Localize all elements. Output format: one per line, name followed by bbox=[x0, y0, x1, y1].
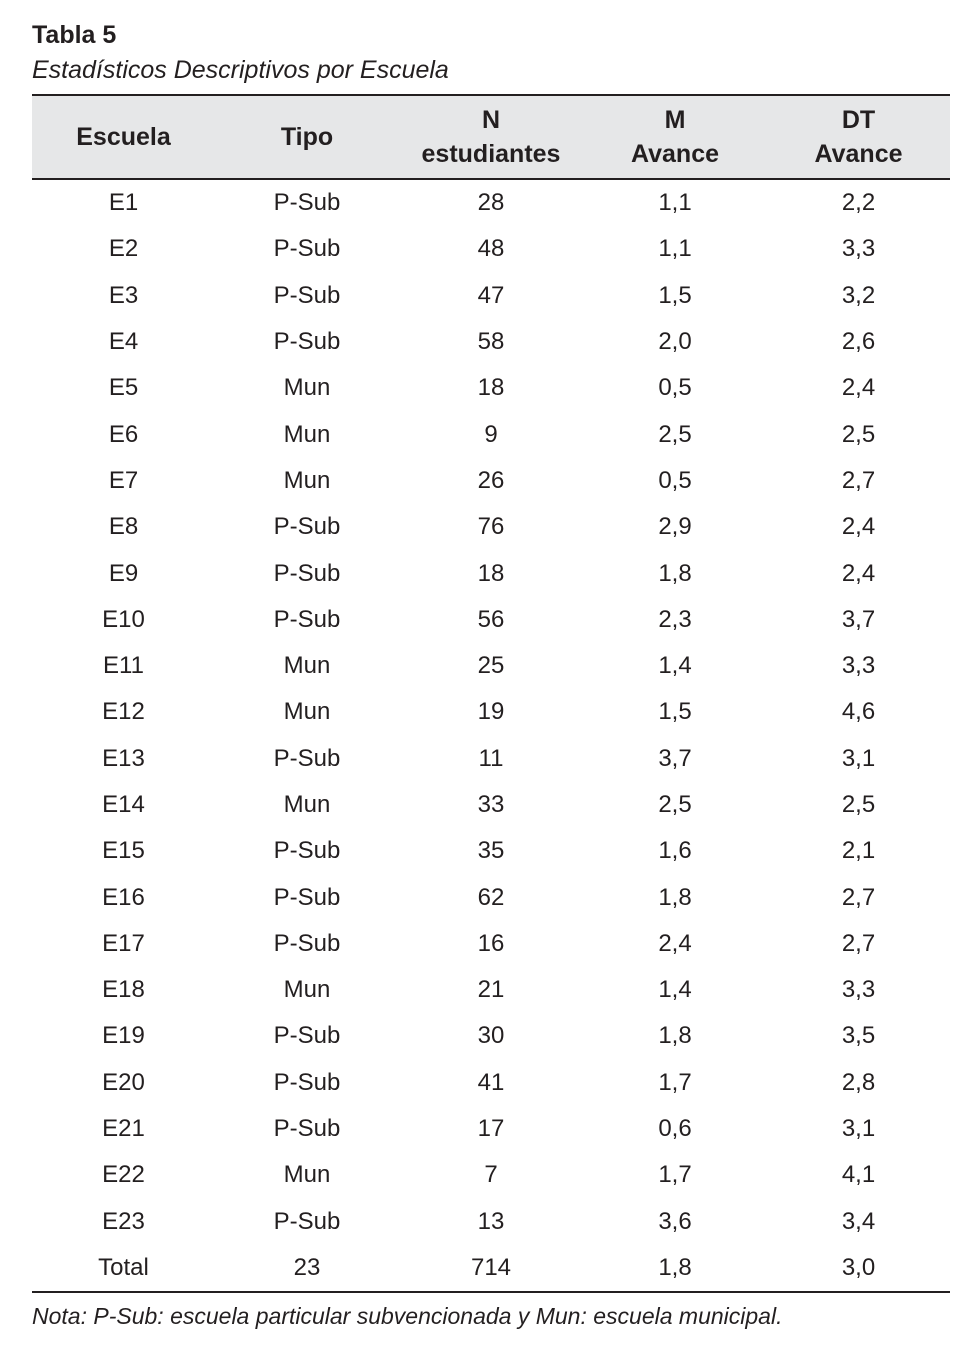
table-row bbox=[32, 273, 950, 319]
escuela-cell: E12 bbox=[102, 698, 145, 726]
tipo-cell: P-Sub bbox=[273, 513, 341, 541]
header-n-line2: estudiantes bbox=[421, 140, 561, 168]
header-dt-line2: Avance bbox=[814, 140, 903, 168]
m-avance-cell: 1,8 bbox=[658, 1253, 692, 1281]
tipo-cell: P-Sub bbox=[273, 1207, 341, 1235]
table-row bbox=[32, 1106, 950, 1152]
tipo-cell: Mun bbox=[283, 698, 331, 726]
tipo-cell: Mun bbox=[283, 420, 331, 448]
m-avance-cell: 2,3 bbox=[658, 605, 692, 633]
dt-avance-cell: 3,0 bbox=[841, 1253, 876, 1281]
dt-avance-cell: 3,5 bbox=[841, 1022, 876, 1050]
tipo-cell: Mun bbox=[283, 976, 331, 1004]
escuela-cell: E3 bbox=[108, 281, 139, 309]
escuela-cell: E17 bbox=[102, 929, 145, 957]
table-row bbox=[32, 1199, 950, 1245]
n-cell: 41 bbox=[477, 1068, 505, 1096]
tipo-cell: P-Sub bbox=[273, 281, 341, 309]
tipo-cell: P-Sub bbox=[273, 235, 341, 263]
escuela-cell: E6 bbox=[108, 420, 139, 448]
tipo-cell: P-Sub bbox=[273, 605, 341, 633]
m-avance-cell: 0,5 bbox=[658, 374, 692, 402]
tipo-cell: Mun bbox=[283, 1161, 331, 1189]
dt-avance-cell: 3,2 bbox=[841, 281, 876, 309]
table-row bbox=[32, 411, 950, 457]
m-avance-cell: 1,1 bbox=[658, 189, 692, 217]
table-row bbox=[32, 689, 950, 735]
escuela-cell: E7 bbox=[108, 466, 139, 494]
dt-avance-cell: 2,4 bbox=[841, 559, 876, 587]
m-avance-cell: 1,8 bbox=[658, 883, 692, 911]
header-dt-line1: DT bbox=[841, 106, 876, 134]
m-avance-cell: 2,9 bbox=[658, 513, 692, 541]
escuela-cell: E13 bbox=[102, 744, 145, 772]
table-row bbox=[32, 643, 950, 689]
table-row bbox=[32, 874, 950, 920]
dt-avance-cell: 2,7 bbox=[841, 929, 876, 957]
table-row bbox=[32, 365, 950, 411]
escuela-cell: E19 bbox=[102, 1022, 145, 1050]
header-m-line1: M bbox=[664, 106, 686, 134]
n-cell: 26 bbox=[477, 466, 505, 494]
n-cell: 13 bbox=[477, 1207, 505, 1235]
m-avance-cell: 1,5 bbox=[658, 281, 692, 309]
n-cell: 11 bbox=[478, 744, 504, 772]
table-row bbox=[32, 921, 950, 967]
header-escuela bbox=[32, 95, 215, 179]
escuela-cell: E18 bbox=[102, 976, 145, 1004]
escuela-cell: E5 bbox=[108, 374, 139, 402]
dt-avance-cell: 2,7 bbox=[841, 883, 876, 911]
tipo-cell: P-Sub bbox=[273, 837, 341, 865]
m-avance-cell: 2,4 bbox=[658, 929, 692, 957]
escuela-cell: E20 bbox=[102, 1068, 145, 1096]
tipo-cell: 23 bbox=[293, 1253, 321, 1281]
header-m-line2: Avance bbox=[630, 140, 719, 168]
n-cell: 18 bbox=[477, 559, 505, 587]
dt-avance-cell: 2,4 bbox=[841, 374, 876, 402]
dt-avance-cell: 2,6 bbox=[841, 328, 876, 356]
table-caption: Estadísticos Descriptivos por Escuela bbox=[32, 56, 449, 84]
tipo-cell: P-Sub bbox=[273, 328, 341, 356]
escuela-cell: E14 bbox=[102, 791, 145, 818]
escuela-cell: E23 bbox=[102, 1207, 145, 1235]
document-page bbox=[32, 18, 950, 1331]
table-row bbox=[32, 319, 950, 365]
n-cell: 30 bbox=[477, 1022, 505, 1050]
n-cell: 21 bbox=[477, 976, 505, 1004]
escuela-cell: E4 bbox=[108, 328, 139, 356]
m-avance-cell: 1,7 bbox=[658, 1161, 692, 1189]
header-n-estudiantes bbox=[399, 95, 583, 179]
n-cell: 33 bbox=[477, 791, 505, 818]
tipo-cell: P-Sub bbox=[273, 559, 341, 587]
n-cell: 62 bbox=[477, 883, 505, 911]
n-cell: 7 bbox=[484, 1161, 498, 1189]
table-row bbox=[32, 179, 950, 226]
n-cell: 9 bbox=[484, 420, 498, 448]
m-avance-cell: 0,6 bbox=[658, 1115, 692, 1143]
dt-avance-cell: 3,7 bbox=[841, 605, 876, 633]
dt-avance-cell: 3,1 bbox=[841, 1115, 876, 1143]
header-row bbox=[32, 95, 950, 179]
escuela-cell: E11 bbox=[103, 652, 144, 680]
dt-avance-cell: 4,1 bbox=[841, 1161, 876, 1189]
table-row bbox=[32, 782, 950, 828]
tipo-cell: Mun bbox=[283, 652, 331, 680]
table-header bbox=[32, 95, 950, 179]
table-note: Nota: P-Sub: escuela particular subvencionada y Mun: escuela municipal. bbox=[32, 1303, 783, 1330]
dt-avance-cell: 3,3 bbox=[841, 235, 876, 263]
tipo-cell: P-Sub bbox=[273, 1115, 341, 1143]
total-row bbox=[32, 1245, 950, 1292]
m-avance-cell: 2,5 bbox=[658, 420, 692, 448]
tipo-cell: P-Sub bbox=[273, 744, 341, 772]
table-row bbox=[32, 550, 950, 596]
escuela-cell: E9 bbox=[108, 559, 139, 587]
dt-avance-cell: 2,2 bbox=[841, 189, 876, 217]
n-cell: 48 bbox=[477, 235, 505, 263]
n-cell: 28 bbox=[477, 189, 505, 217]
header-m-avance bbox=[583, 95, 767, 179]
dt-avance-cell: 4,6 bbox=[841, 698, 876, 726]
m-avance-cell: 1,5 bbox=[658, 698, 692, 726]
table-row bbox=[32, 1152, 950, 1198]
m-avance-cell: 0,5 bbox=[658, 466, 692, 494]
escuela-cell: E15 bbox=[102, 837, 145, 865]
table-row bbox=[32, 504, 950, 550]
n-cell: 19 bbox=[477, 698, 505, 726]
dt-avance-cell: 2,1 bbox=[841, 837, 876, 865]
table-row bbox=[32, 828, 950, 874]
header-n-line1: N bbox=[481, 106, 501, 134]
dt-avance-cell: 2,8 bbox=[841, 1068, 876, 1096]
table-row bbox=[32, 736, 950, 782]
dt-avance-cell: 2,5 bbox=[841, 420, 876, 448]
m-avance-cell: 1,6 bbox=[658, 837, 692, 865]
m-avance-cell: 1,4 bbox=[658, 976, 692, 1004]
escuela-cell: E8 bbox=[108, 513, 139, 541]
table-row bbox=[32, 1013, 950, 1059]
escuela-cell: E10 bbox=[102, 605, 145, 633]
n-cell: 18 bbox=[477, 374, 505, 402]
m-avance-cell: 1,8 bbox=[658, 559, 692, 587]
dt-avance-cell: 3,1 bbox=[841, 744, 876, 772]
descriptive-stats-table bbox=[32, 94, 950, 1293]
m-avance-cell: 2,0 bbox=[658, 328, 692, 356]
tipo-cell: Mun bbox=[283, 466, 331, 494]
escuela-cell: E1 bbox=[108, 189, 139, 217]
tipo-cell: Mun bbox=[283, 791, 331, 818]
n-cell: 25 bbox=[477, 652, 505, 680]
header-tipo bbox=[215, 95, 399, 179]
table-body bbox=[32, 179, 950, 1292]
dt-avance-cell: 3,3 bbox=[841, 652, 876, 680]
dt-avance-cell: 3,3 bbox=[841, 976, 876, 1004]
m-avance-cell: 3,6 bbox=[658, 1207, 692, 1235]
n-cell: 35 bbox=[477, 837, 505, 865]
escuela-cell: E21 bbox=[102, 1115, 145, 1143]
header-escuela-label: Escuela bbox=[76, 123, 171, 151]
table-row bbox=[32, 458, 950, 504]
tipo-cell: P-Sub bbox=[273, 1068, 341, 1096]
m-avance-cell: 1,8 bbox=[658, 1022, 692, 1050]
dt-avance-cell: 2,4 bbox=[841, 513, 876, 541]
n-cell: 56 bbox=[477, 605, 505, 633]
escuela-cell: Total bbox=[98, 1253, 149, 1281]
n-cell: 76 bbox=[477, 513, 505, 541]
n-cell: 714 bbox=[470, 1253, 512, 1281]
dt-avance-cell: 2,7 bbox=[841, 466, 876, 494]
n-cell: 16 bbox=[477, 929, 505, 957]
tipo-cell: Mun bbox=[283, 374, 331, 402]
n-cell: 17 bbox=[477, 1115, 505, 1143]
tipo-cell: P-Sub bbox=[273, 929, 341, 957]
m-avance-cell: 1,4 bbox=[658, 652, 692, 680]
tipo-cell: P-Sub bbox=[273, 1022, 341, 1050]
m-avance-cell: 2,5 bbox=[658, 791, 692, 818]
m-avance-cell: 1,1 bbox=[658, 235, 692, 263]
dt-avance-cell: 3,4 bbox=[841, 1207, 876, 1235]
table-label: Tabla 5 bbox=[32, 21, 117, 49]
n-cell: 47 bbox=[477, 281, 505, 309]
tipo-cell: P-Sub bbox=[273, 883, 341, 911]
escuela-cell: E16 bbox=[102, 883, 145, 911]
table-row bbox=[32, 967, 950, 1013]
header-tipo-label: Tipo bbox=[280, 123, 334, 151]
n-cell: 58 bbox=[477, 328, 505, 356]
header-dt-avance bbox=[767, 95, 950, 179]
m-avance-cell: 1,7 bbox=[658, 1068, 692, 1096]
table-row bbox=[32, 597, 950, 643]
table-row bbox=[32, 1060, 950, 1106]
m-avance-cell: 3,7 bbox=[658, 744, 692, 772]
escuela-cell: E22 bbox=[102, 1161, 145, 1189]
table-row bbox=[32, 226, 950, 272]
dt-avance-cell: 2,5 bbox=[841, 791, 876, 818]
tipo-cell: P-Sub bbox=[273, 189, 341, 217]
escuela-cell: E2 bbox=[108, 235, 139, 263]
